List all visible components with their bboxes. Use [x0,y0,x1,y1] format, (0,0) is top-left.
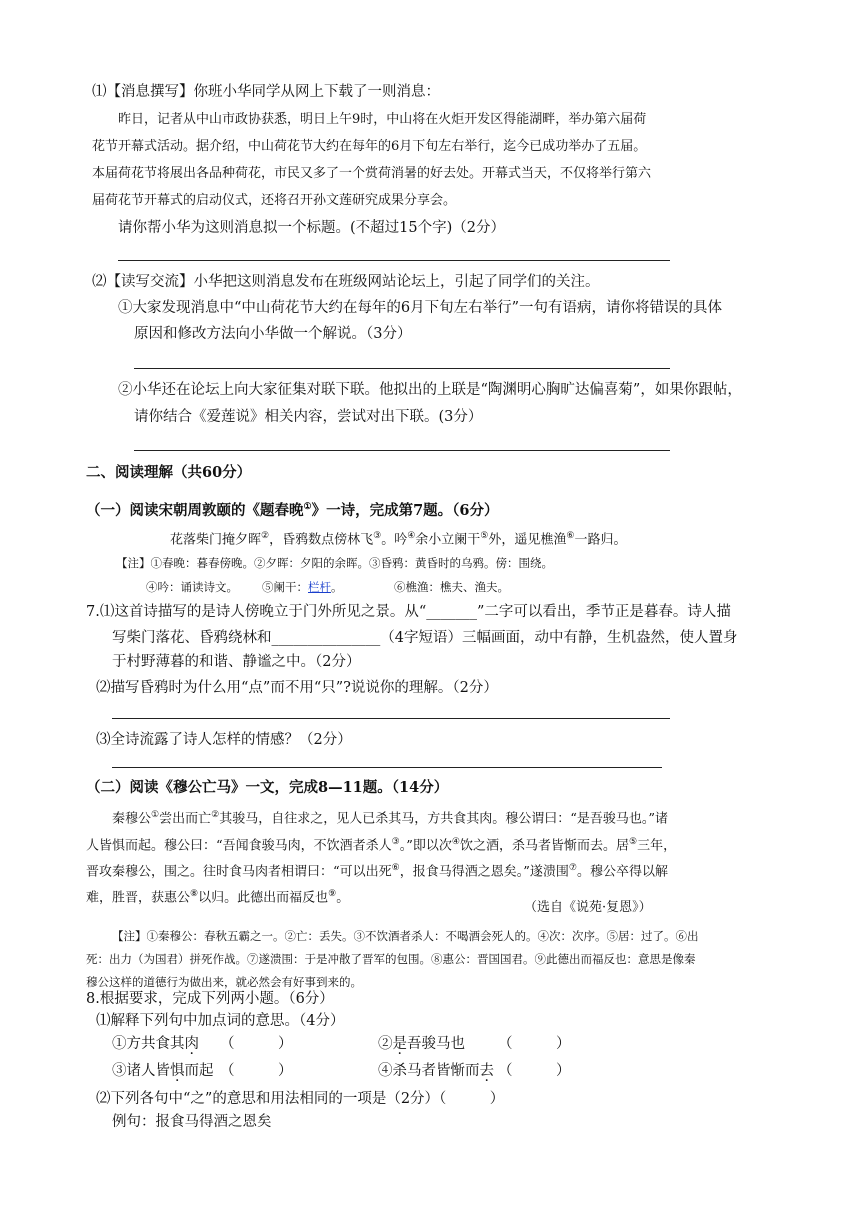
q7-sub3: ⑶全诗流露了诗人怎样的情感？（2分） [96,732,352,748]
passage-note-1: 【注】①秦穆公：春秋五霸之一。②亡：丢失。③不饮酒者杀人：不喝酒会死人的。④次：次序。⑤居：过了。⑥出 [112,929,699,943]
poem-note-1: 【注】①春晚：暮春傍晚。②夕晖：夕阳的余晖。③昏鸦：黄昏时的乌鸦。傍：围绕。 [116,556,553,570]
q8-sub1: ⑴解释下列句中加点词的意思。（4分） [96,1013,345,1029]
q2a-line-1: ①大家发现消息中“中山荷花节大约在每年的6月下旬左右举行”一句有语病，请你将错误的具体 [118,300,723,316]
q8-item-4: ④杀马者皆惭而去 [378,1063,494,1079]
poem-note-2a: ④吟：诵读诗文。 [146,580,238,594]
part2-title: （二）阅读《穆公亡马》一文，完成8—11题。（14分） [86,779,449,796]
news-line-1: 昨日，记者从中山市政协获悉，明日上午9时，中山将在火炬开发区得能湖畔，举办第六届荷 [118,112,647,127]
passage-note-2: 死：出力（为国君）拼死作战。⑦遂溃围：于是冲散了晋军的包围。⑧惠公：晋国国君。⑨此德出而福反也：意思是像秦 [86,952,696,966]
q1-prompt: 请你帮小华为这则消息拟一个标题。(不超过15个字)（2分） [118,220,505,236]
q2-header: ⑵【读写交流】小华把这则消息发布在班级网站论坛上，引起了同学们的关注。 [92,274,600,290]
q2a-line-2: 原因和修改方法向小华做一个解说。（3分） [134,326,412,342]
q8-item-2-blank[interactable]: （ ） [498,1036,571,1052]
answer-line[interactable] [118,260,670,261]
poem-note-2d: ⑥樵渔：樵夫、渔夫。 [394,580,509,594]
q8-example: 例句：报食马得酒之恩矣 [112,1114,272,1130]
q2b-line-1: ②小华还在论坛上向大家征集对联下联。他拟出的上联是“陶渊明心胸旷达偏喜菊”，如果你跟帖， [118,382,742,398]
lan-gan-link[interactable]: 栏杆 [308,580,331,594]
news-line-2: 花节开幕式活动。据介绍，中山荷花节大约在每年的6月下旬左右举行，迄今已成功举办了五届。 [92,139,647,154]
q1-header: ⑴【消息撰写】你班小华同学从网上下载了一则消息： [92,84,440,100]
q8-item-3-blank[interactable]: （ ） [220,1063,293,1079]
q7-sub2: ⑵描写昏鸦时为什么用“点”而不用“只”?说说你的理解。（2分） [96,680,498,696]
news-line-3: 本届荷花节将展出各品种荷花，市民又多了一个赏荷消暑的好去处。开幕式当天，不仅将举行第六 [92,166,652,181]
passage-line-4: 难，胜晋，获惠公⑧以归。此德出而福反也⑨。 [86,889,350,906]
q8-item-4-blank[interactable]: （ ） [498,1063,571,1079]
answer-line[interactable] [134,450,670,451]
passage-note-3: 穆公这样的道德行为做出来，就必然会有好事到来的。 [86,975,362,989]
passage-line-3: 晋攻秦穆公，围之。往时食马肉者相谓曰：“可以出死⑥，报食马得酒之恩矣。”遂溃围⑦。穆公卒得以解 [86,863,668,880]
q2b-line-2: 请你结合《爱莲说》相关内容，尝试对出下联。(3分） [134,409,483,425]
passage-line-1: 秦穆公①尝出而亡②其骏马，自往求之，见人已杀其马，方共食其肉。穆公谓曰：“是吾骏马也。”诸 [112,810,668,827]
answer-line[interactable] [112,718,670,719]
answer-line[interactable] [134,368,670,369]
q8-title: 8.根据要求，完成下列两小题。（6分） [86,991,334,1007]
q7-line-3: 于村野薄暮的和谐、静谧之中。（2分） [112,654,361,670]
q8-sub2: ⑵下列各句中“之”的意思和用法相同的一项是（2分）（ ） [96,1091,505,1107]
poem-text: 花落柴门掩夕晖②，昏鸦数点傍林飞③。吟④余小立阑干⑤外，遥见樵渔⑥一路归。 [170,531,627,548]
q8-item-3: ③诸人皆惧而起 [112,1063,214,1079]
passage-source: （选自《说苑·复恩》） [524,900,652,915]
q8-item-2: ②是吾骏马也 [378,1036,465,1052]
news-line-4: 届荷花节开幕式的启动仪式，还将召开孙文莲研究成果分享会。 [92,193,457,208]
q8-item-1: ①方共食其肉 [112,1036,199,1052]
answer-line[interactable] [112,767,662,768]
q7-line-2: 写柴门落花、昏鸦绕林和_______________（4字短语）三幅画面，动中有静，生机盎然，使人置身 [112,630,738,646]
q8-item-1-blank[interactable]: （ ） [220,1036,293,1052]
section-title: 二、阅读理解（共60分） [86,464,252,481]
q7-line-1: 7.⑴这首诗描写的是诗人傍晚立于门外所见之景。从“_______”二字可以看出，季节正是暮春。诗人描 [86,604,731,620]
poem-note-2b: ⑤阑干：栏杆。 [262,580,343,594]
passage-line-2: 人皆惧而起。穆公曰：“吾闻食骏马肉，不饮酒者杀人③。”即以次④饮之酒，杀马者皆惭而去。居⑤三年， [86,837,677,854]
part1-title: （一）阅读宋朝周敦颐的《题春晚①》一诗，完成第7题。（6分） [86,501,499,519]
